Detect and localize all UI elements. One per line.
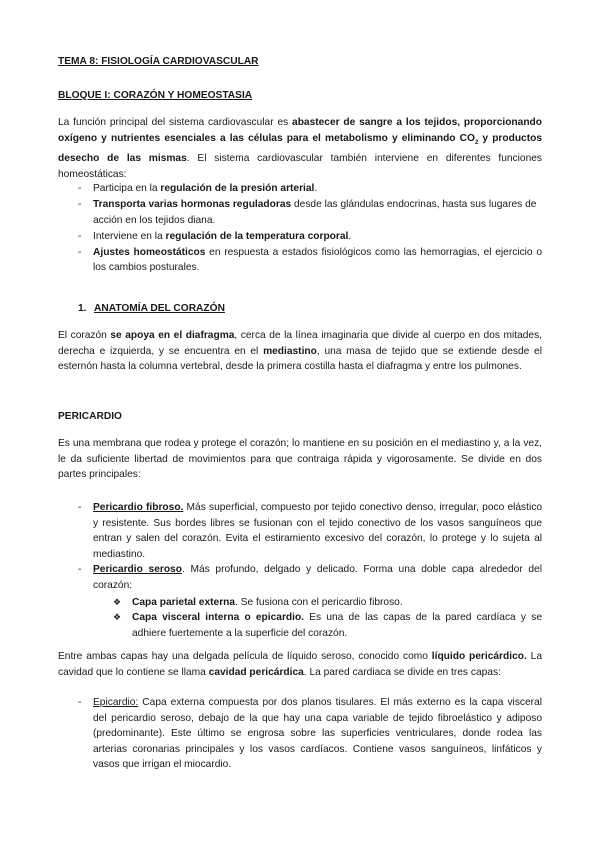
section-title: ANATOMÍA DEL CORAZÓN [94,303,225,314]
list-item: - Pericardio fibroso. Más superficial, compuesto por tejido conectivo denso, irregular, poco elástico y resistente. Sus bordes libres se fusionan con el tejido conectivo de los vasos sanguíneos que entran y salen del corazón. Evita el estiramiento excesivo del corazón, lo protege y lo sujeta al mediastino. [78,502,542,560]
document-title: TEMA 8: FISIOLOGÍA CARDIOVASCULAR [58,56,259,67]
list-item: ❖ Capa parietal externa. Se fusiona con el pericardio fibroso. [113,596,403,608]
list-item: - Interviene en la regulación de la temperatura corporal. [78,230,352,242]
pericardio-paragraph: Es una membrana que rodea y protege el corazón; lo mantiene en su posición en el mediastino y, a la vez, le da suficiente libertad de movimientos para que contraiga rápida y vigorosamente. Se divide en dos partes principales: [58,438,542,481]
co2-subscript: 2 [474,139,479,146]
seroso-layers-list [113,595,542,642]
pericardio-parts-list [58,500,542,641]
section-number: 1. [78,303,87,314]
anatomy-paragraph: El corazón se apoya en el diafragma, cerca de la línea imaginaria que divide al cuerpo en dos mitades, derecha e izquierda, y se encuentra en el mediastino, una masa de tejido que se extiende desde el esternón hasta la columna vertebral, desde la primera costilla hasta el diafragma y entre los pulmones. [58,330,542,373]
intro-bold-2: y productos desecho de las mismas [58,132,542,165]
homeostatic-functions-list [58,181,542,276]
list-item: - Epicardio: Capa externa compuesta por dos planos tisulares. El más externo es la capa visceral del pericardio seroso, debajo de la que hay una capa variable de tejido fibroelástico y adiposo (predominante). Este último se engrosa sobre las superficies ventriculares, donde rodea las arterias coronarias principales y los vasos cardíacos. Contiene vasos sanguíneos, linfáticos y vasos que irrigan el miocardio. [78,697,542,771]
list-item: - Ajustes homeostáticos en respuesta a estados fisiológicos como las hemorragias, el ejercicio o los cambios posturales. [78,246,542,274]
between-paragraph: Entre ambas capas hay una delgada película de líquido seroso, conocido como líquido pericárdico. La cavidad que lo contiene se llama cavidad pericárdica. La pared cardiaca se divide en tres capas: [58,651,542,678]
list-item: - Transporta varias hormonas reguladoras desde las glándulas endocrinas, hasta sus lugares de acción en los tejidos diana. [78,199,537,226]
intro-text-2: . El sistema cardiovascular también interviene en diferentes funciones homeostáticas: [58,153,542,180]
block-title: BLOQUE I: CORAZÓN Y HOMEOSTASIA [58,90,253,101]
intro-bold-1: abastecer de sangre a los tejidos, proporcionando oxígeno y nutrientes esenciales a las células para el metabolismo y eliminando CO [58,117,542,144]
wall-layers-list [58,695,542,773]
pericardio-heading: PERICARDIO [58,411,122,422]
intro-paragraph [58,115,542,182]
intro-text-1: La función principal del sistema cardiovascular es [58,117,293,128]
list-item: ❖ Capa visceral interna o epicardio. Es una de las capas de la pared cardíaca y se adhiere fuertemente a la superficie del corazón. [113,612,542,639]
list-item: - Participa en la regulación de la presión arterial. [78,183,318,194]
list-item: - Pericardio seroso. Más profundo, delgado y delicado. Forma una doble capa alrededor del corazón: ❖ Capa parietal externa. Se fusiona con el pericardio fibroso. ❖ Capa visceral interna o epicardio. Es una de las capas de la pared cardíaca y se adhiere fuertemente a la superficie del corazón. [58,562,542,641]
